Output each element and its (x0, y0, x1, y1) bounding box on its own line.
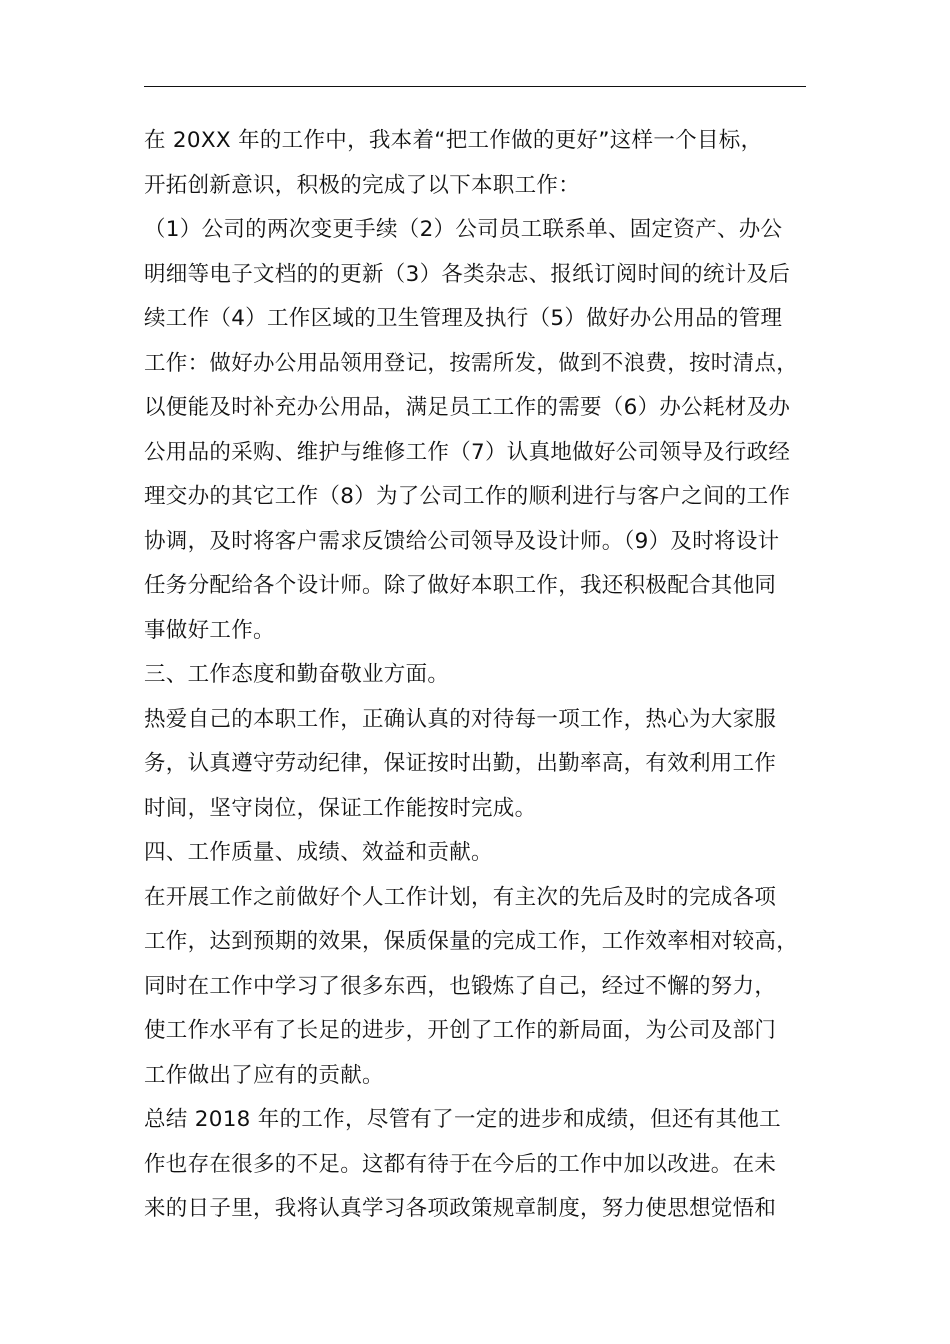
text-line: 使工作水平有了长足的进步，开创了工作的新局面，为公司及部门 (144, 1018, 777, 1043)
text-line: 作也存在很多的不足。这都有待于在今后的工作中加以改进。在未 (144, 1151, 777, 1177)
text-line: 在 20XX 年的工作中，我本着“把工作做的更好”这样一个目标， (144, 128, 763, 153)
text-line: 总结 2018 年的工作，尽管有了一定的进步和成绩，但还有其他工 (144, 1107, 781, 1132)
text-line: 协调，及时将客户需求反馈给公司领导及设计师。（9）及时将设计 (144, 528, 780, 554)
text-line: 热爱自己的本职工作，正确认真的对待每一项工作，热心为大家服 (144, 706, 777, 732)
text-line: 同时在工作中学习了很多东西，也锻炼了自己，经过不懈的努力， (144, 973, 777, 999)
text-line: 工作做出了应有的贡献。 (144, 1062, 384, 1088)
text-line: 时间，坚守岗位，保证工作能按时完成。 (144, 795, 537, 821)
text-line: 工作，达到预期的效果，保质保量的完成工作，工作效率相对较高， (144, 929, 799, 954)
text-line: 来的日子里，我将认真学习各项政策规章制度，努力使思想觉悟和 (144, 1196, 777, 1221)
document-body (144, 119, 834, 1232)
text-line: 公用品的采购、维护与维修工作（7）认真地做好公司领导及行政经 (144, 439, 791, 465)
section-heading: 三、工作态度和勤奋敬业方面。 (144, 662, 450, 687)
text-line: 明细等电子文档的的更新（3）各类杂志、报纸订阅时间的统计及后 (144, 261, 791, 287)
text-line: 务，认真遵守劳动纪律，保证按时出勤，出勤率高，有效利用工作 (144, 751, 777, 776)
text-line: 理交办的其它工作（8）为了公司工作的顺利进行与客户之间的工作 (144, 484, 791, 509)
text-line: 工作：做好办公用品领用登记，按需所发，做到不浪费，按时清点， (144, 350, 799, 376)
text-line: 以便能及时补充办公用品，满足员工工作的需要（6）办公耗材及办 (144, 395, 791, 420)
header-rule (144, 86, 806, 87)
text-line: 开拓创新意识，积极的完成了以下本职工作： (144, 172, 581, 198)
text-line: 任务分配给各个设计师。除了做好本职工作，我还积极配合其他同 (144, 573, 777, 598)
section-heading: 四、工作质量、成绩、效益和贡献。 (144, 840, 493, 865)
text-line: 事做好工作。 (144, 617, 275, 643)
text-line: 续工作（4）工作区域的卫生管理及执行（5）做好办公用品的管理 (144, 306, 783, 331)
text-line: 在开展工作之前做好个人工作计划，有主次的先后及时的完成各项 (144, 884, 777, 910)
text-line: （1）公司的两次变更手续（2）公司员工联系单、固定资产、办公 (144, 217, 783, 242)
